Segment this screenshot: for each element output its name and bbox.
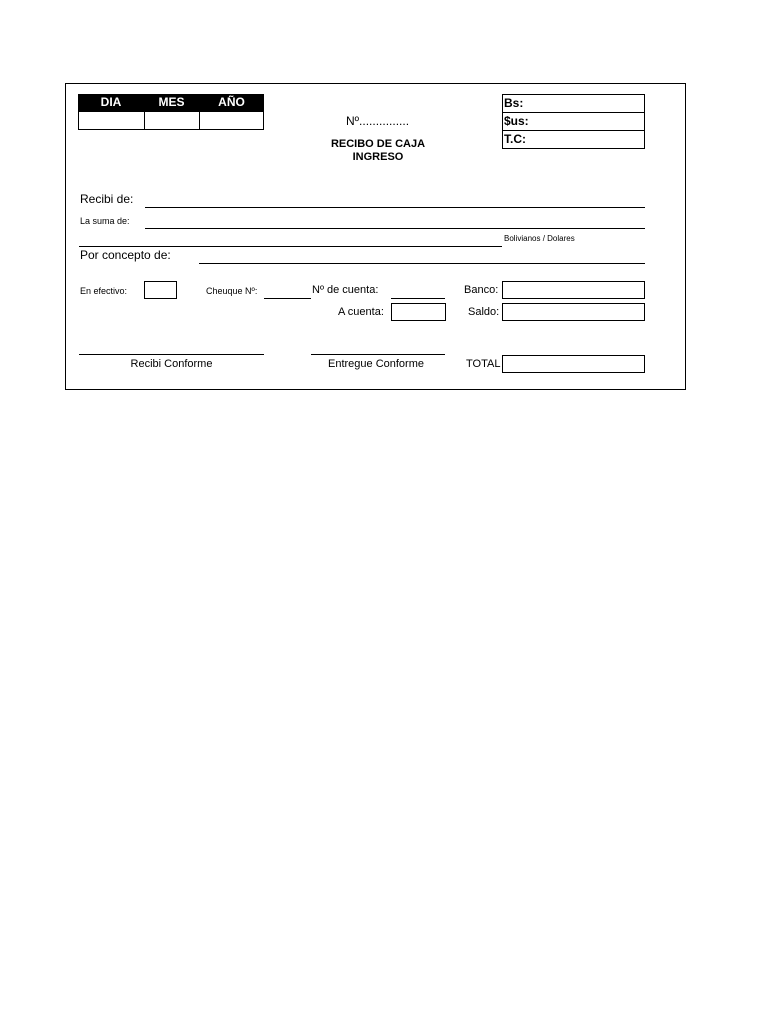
date-header-year: AÑO (218, 95, 245, 109)
usd-row[interactable]: $us: (503, 113, 644, 131)
receipt-title (318, 138, 438, 164)
banco-label: Banco: (464, 284, 499, 296)
month-field[interactable] (145, 112, 200, 129)
day-field[interactable] (79, 112, 145, 129)
saldo-label: Saldo: (468, 306, 500, 318)
cheque-line[interactable] (264, 298, 311, 299)
recibi-de-line[interactable] (145, 207, 645, 208)
entregue-conforme-label: Entregue Conforme (328, 358, 424, 370)
la-suma-line-1[interactable] (145, 228, 645, 229)
receipt-title-line1: RECIBO DE CAJA (330, 138, 426, 150)
la-suma-line-2[interactable] (79, 246, 502, 247)
receipt-number-label: Nº............... (346, 114, 410, 128)
efectivo-checkbox[interactable] (144, 281, 177, 299)
concepto-label: Por concepto de: (80, 248, 171, 262)
cuenta-no-label: Nº de cuenta: (312, 284, 379, 296)
recibi-conforme-line[interactable] (79, 354, 264, 355)
cheque-label: Cheuque Nº: (206, 286, 258, 296)
la-suma-label: La suma de: (80, 216, 130, 226)
currency-box (502, 94, 645, 149)
a-cuenta-label: A cuenta: (338, 306, 384, 318)
efectivo-label: En efectivo: (80, 286, 128, 296)
saldo-field[interactable] (502, 303, 645, 321)
date-header-month: MES (158, 95, 185, 109)
date-cells (78, 111, 264, 130)
a-cuenta-field[interactable] (391, 303, 446, 321)
total-field[interactable] (502, 355, 645, 373)
total-label: TOTAL (466, 358, 501, 370)
concepto-line[interactable] (199, 263, 645, 264)
receipt-title-line2: INGRESO (352, 151, 404, 163)
bs-row[interactable]: Bs: (503, 95, 644, 113)
year-field[interactable] (200, 112, 263, 129)
date-header (78, 94, 264, 111)
recibi-de-label: Recibi de: (80, 192, 134, 206)
date-header-day: DIA (100, 95, 122, 109)
entregue-conforme-line[interactable] (311, 354, 445, 355)
tc-row[interactable]: T.C: (504, 132, 526, 146)
recibi-conforme-label: Recibi Conforme (130, 358, 213, 370)
banco-field[interactable] (502, 281, 645, 299)
cuenta-no-line[interactable] (391, 298, 445, 299)
currency-note: Bolivianos / Dolares (504, 234, 575, 243)
